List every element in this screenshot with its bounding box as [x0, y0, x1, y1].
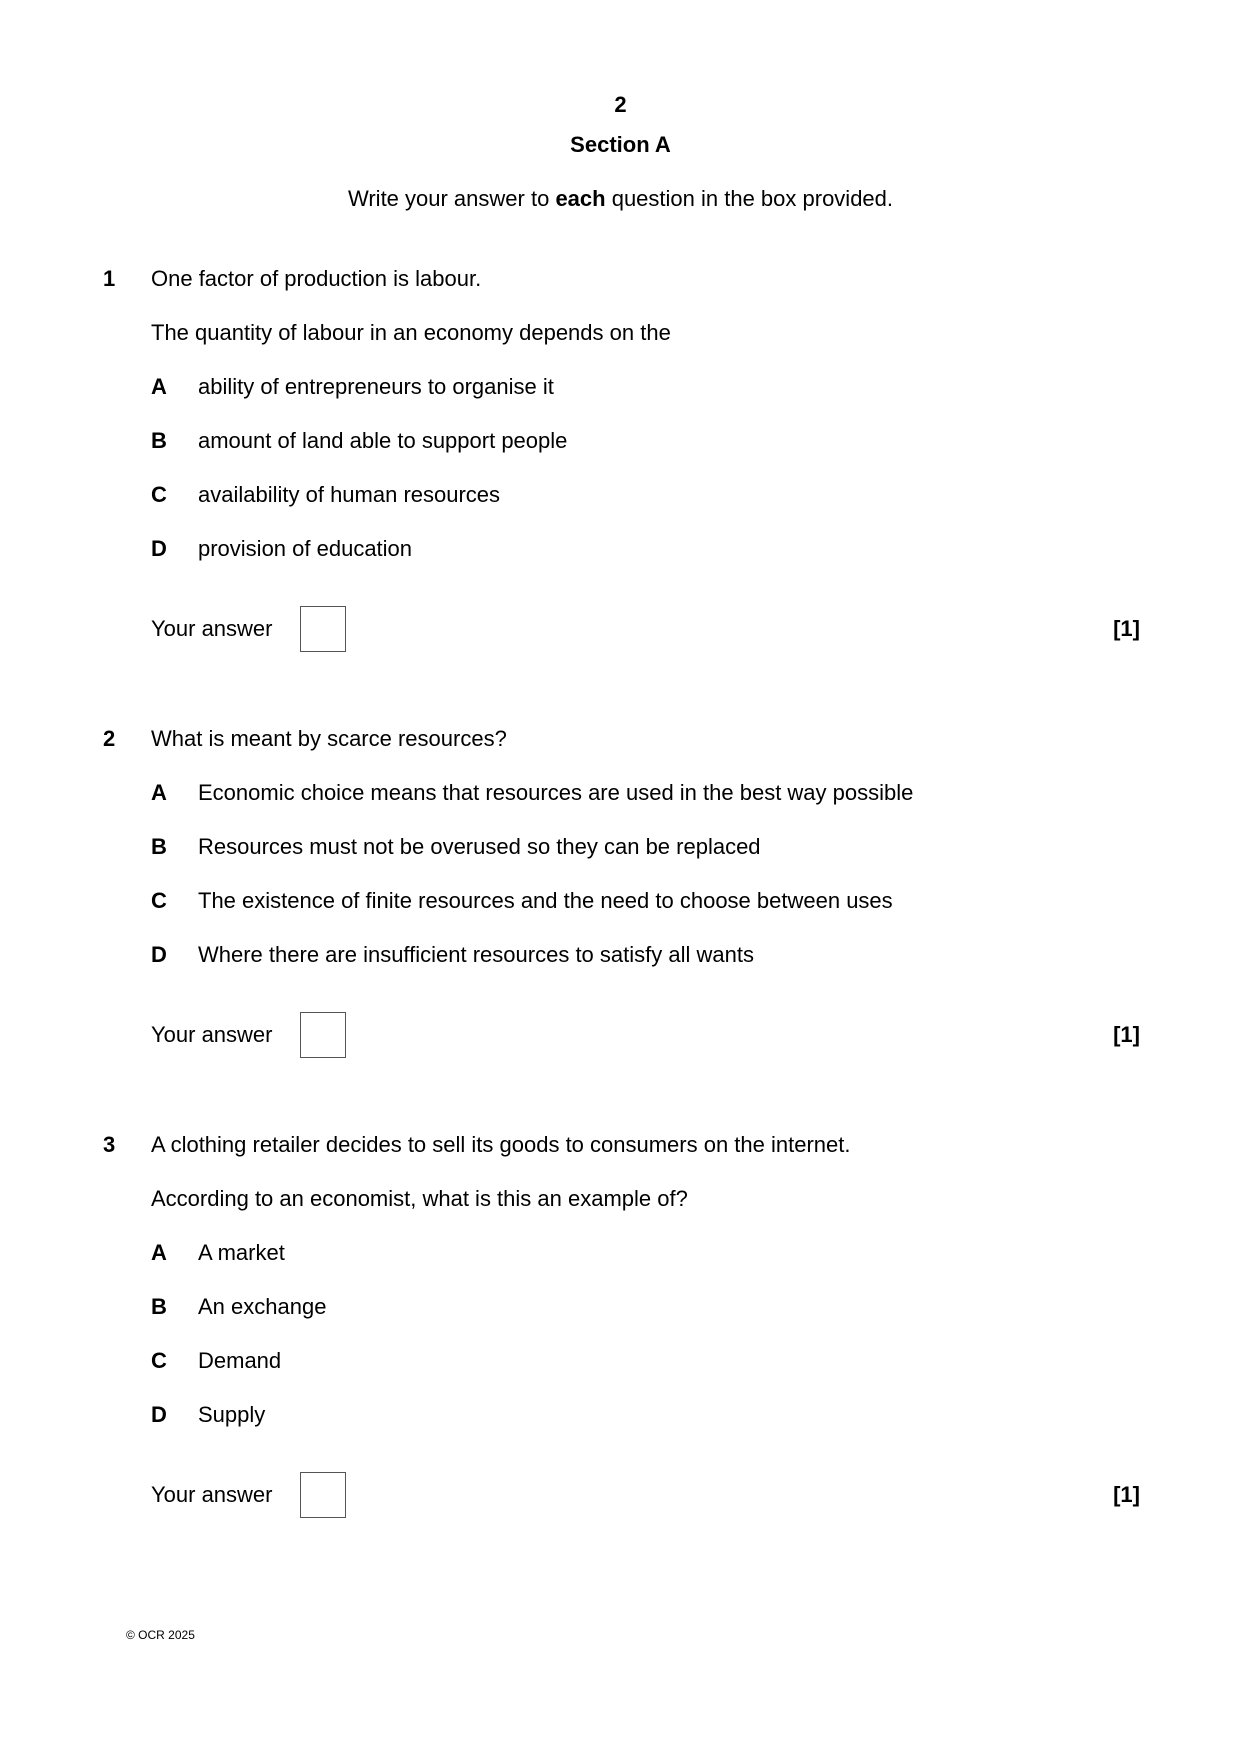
option-text: Supply	[198, 1402, 266, 1427]
page-number: 2	[614, 92, 627, 117]
answer-label: Your answer	[151, 616, 273, 641]
option-text: amount of land able to support people	[198, 428, 568, 453]
option-letter: A	[151, 374, 167, 399]
question-number: 2	[103, 726, 116, 751]
answer-label: Your answer	[151, 1022, 273, 1047]
option-letter: C	[151, 888, 167, 913]
question-stem: The quantity of labour in an economy depends on the	[151, 320, 671, 345]
option-letter: B	[151, 428, 167, 453]
option-letter: C	[151, 482, 167, 507]
option-letter: A	[151, 1240, 167, 1265]
option-text: A market	[198, 1240, 285, 1265]
option-letter: B	[151, 1294, 167, 1319]
question-number: 3	[103, 1132, 116, 1157]
question-stem: One factor of production is labour.	[151, 266, 482, 291]
option-text: ability of entrepreneurs to organise it	[198, 374, 554, 399]
option-text: availability of human resources	[198, 482, 501, 507]
option-letter: A	[151, 780, 167, 805]
answer-label: Your answer	[151, 1482, 273, 1507]
instruction-end: question in the box provided.	[605, 186, 894, 211]
instruction-emphasis: each	[555, 186, 606, 211]
option-letter: C	[151, 1348, 167, 1373]
question-number: 1	[103, 266, 116, 291]
instruction-start: Write your answer to	[347, 186, 556, 211]
answer-box[interactable]	[300, 1012, 346, 1058]
option-letter: D	[151, 942, 167, 967]
marks: [1]	[1113, 1482, 1140, 1507]
option-letter: D	[151, 536, 167, 561]
copyright: © OCR 2025	[126, 1628, 195, 1642]
option-text: Demand	[198, 1348, 282, 1373]
option-letter: B	[151, 834, 167, 859]
instruction	[0, 186, 1241, 212]
option-text: provision of education	[198, 536, 413, 561]
option-text: The existence of finite resources and the need to choose between uses	[198, 888, 893, 913]
question-stem: A clothing retailer decides to sell its goods to consumers on the internet.	[151, 1132, 851, 1157]
marks: [1]	[1113, 1022, 1140, 1047]
question-stem: What is meant by scarce resources?	[151, 726, 507, 751]
option-text: Economic choice means that resources are used in the best way possible	[198, 780, 914, 805]
option-text: Resources must not be overused so they can be replaced	[198, 834, 761, 859]
question-stem: According to an economist, what is this an example of?	[151, 1186, 688, 1211]
answer-box[interactable]	[300, 606, 346, 652]
answer-box[interactable]	[300, 1472, 346, 1518]
section-title: Section A	[570, 132, 671, 157]
marks: [1]	[1113, 616, 1140, 641]
option-text: Where there are insufficient resources to satisfy all wants	[198, 942, 754, 967]
option-text: An exchange	[198, 1294, 327, 1319]
option-letter: D	[151, 1402, 167, 1427]
